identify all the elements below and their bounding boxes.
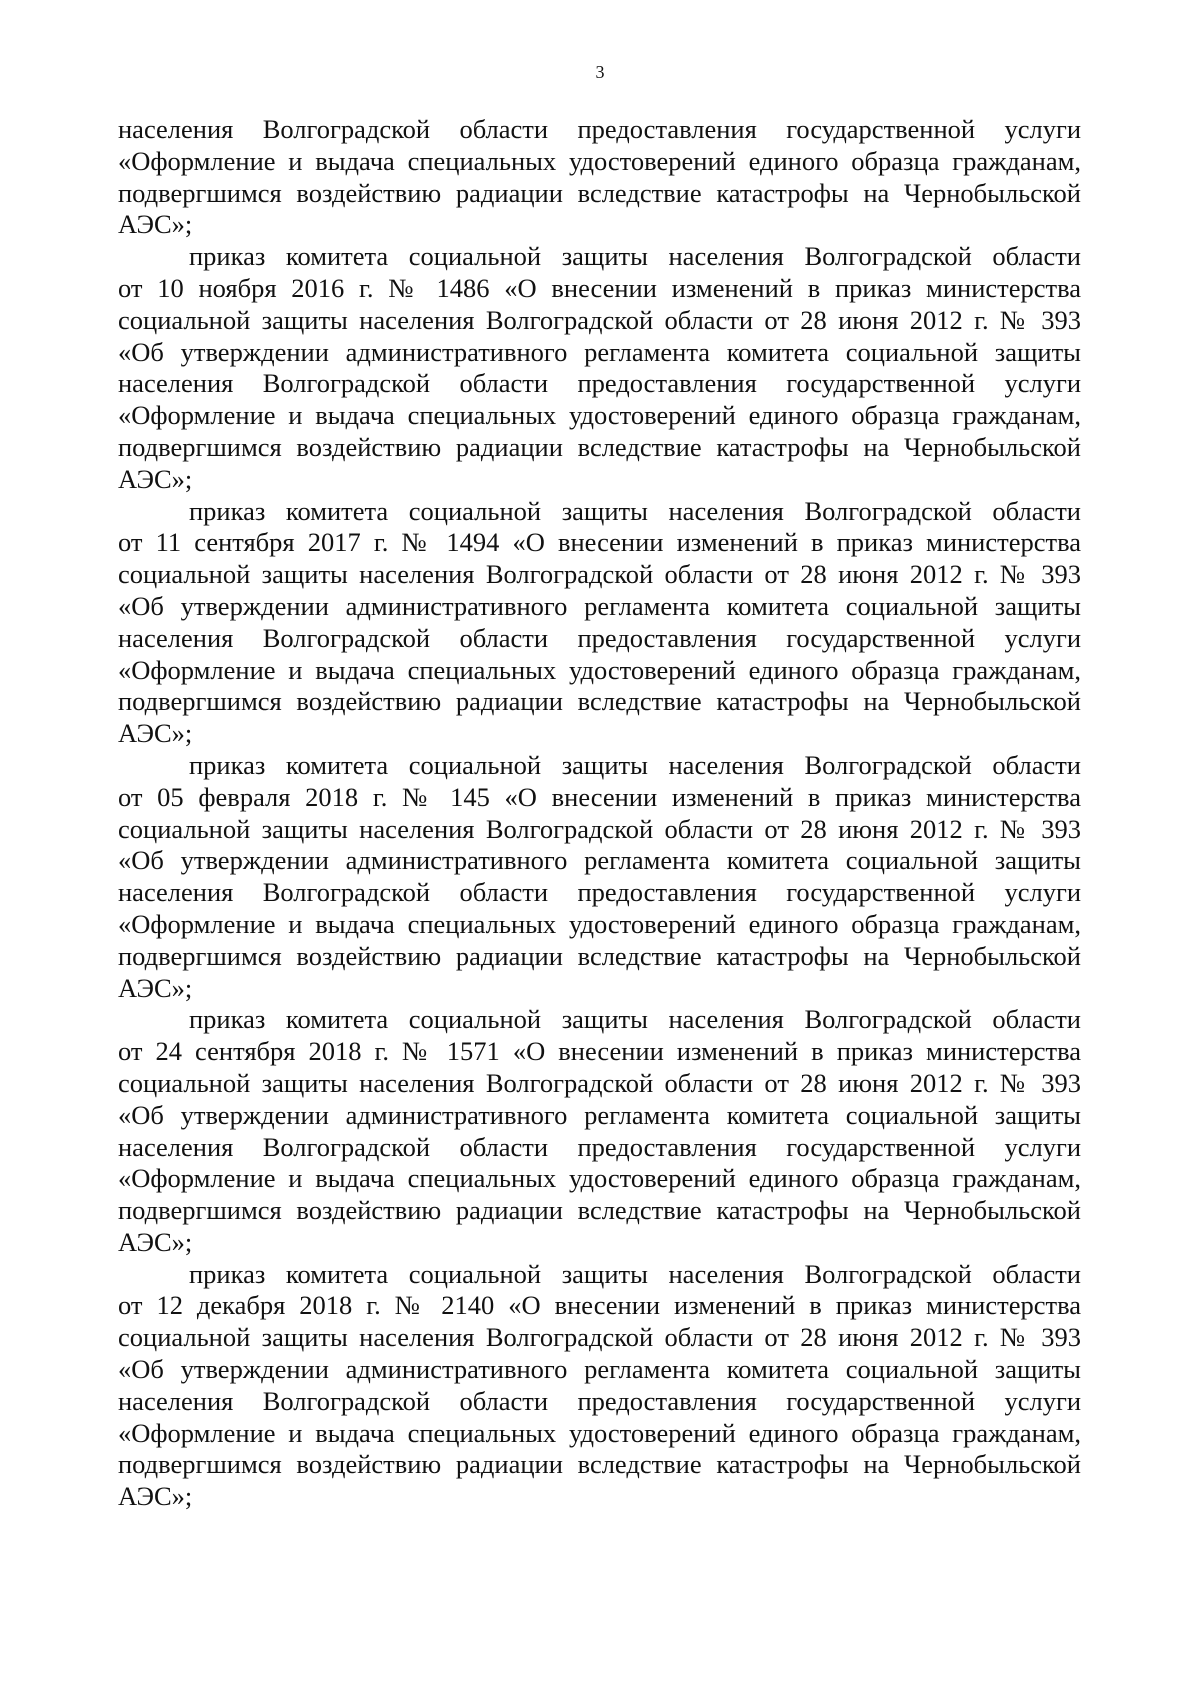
- text-line: подвергшимся воздействию радиации вследствие катастрофы на Чернобыльской: [118, 686, 1081, 717]
- text-line: «Оформление и выдача специальных удостоверений единого образца гражданам,: [118, 1417, 1081, 1448]
- text-line: «Оформление и выдача специальных удостоверений единого образца гражданам,: [118, 908, 1081, 939]
- text-line: подвергшимся воздействию радиации вследствие катастрофы на Чернобыльской: [118, 1195, 1081, 1226]
- text-line: приказ комитета социальной защиты населения Волгоградской области: [189, 495, 1081, 526]
- text-line: населения Волгоградской области предоставления государственной услуги: [118, 1385, 1081, 1416]
- order-paragraph: [118, 1004, 1081, 1258]
- order-paragraph: [118, 496, 1081, 750]
- text-line: АЭС»;: [118, 972, 193, 1003]
- order-paragraph: [118, 241, 1081, 495]
- text-line: от 05 февраля 2018 г. № 145 «О внесении изменений в приказ министерства: [118, 781, 1081, 812]
- text-line: приказ комитета социальной защиты населения Волгоградской области: [189, 749, 1081, 780]
- text-line: подвергшимся воздействию радиации вследствие катастрофы на Чернобыльской: [118, 1449, 1081, 1480]
- text-line: от 10 ноября 2016 г. № 1486 «О внесении изменений в приказ министерства: [118, 272, 1081, 303]
- text-line: подвергшимся воздействию радиации вследствие катастрофы на Чернобыльской: [118, 940, 1081, 971]
- text-line: населения Волгоградской области предоставления государственной услуги: [118, 368, 1081, 399]
- text-line: населения Волгоградской области предоставления государственной услуги: [118, 877, 1081, 908]
- order-paragraph: [118, 1259, 1081, 1513]
- text-line: подвергшимся воздействию радиации вследствие катастрофы на Чернобыльской: [118, 177, 1081, 208]
- text-line: «Оформление и выдача специальных удостоверений единого образца гражданам,: [118, 400, 1081, 431]
- text-line: приказ комитета социальной защиты населения Волгоградской области: [189, 241, 1081, 272]
- text-line: социальной защиты населения Волгоградской области от 28 июня 2012 г. № 393: [118, 304, 1081, 335]
- text-line: населения Волгоградской области предоставления государственной услуги: [118, 114, 1081, 144]
- text-line: приказ комитета социальной защиты населения Волгоградской области: [189, 1004, 1081, 1035]
- page-number: 3: [595, 62, 605, 82]
- intro-paragraph: [118, 114, 1081, 241]
- order-paragraph: [118, 750, 1081, 1004]
- text-line: «Об утверждении административного регламента комитета социальной защиты: [118, 590, 1081, 621]
- text-line: приказ комитета социальной защиты населения Волгоградской области: [189, 1258, 1081, 1289]
- text-line: населения Волгоградской области предоставления государственной услуги: [118, 1131, 1081, 1162]
- text-line: от 24 сентября 2018 г. № 1571 «О внесении изменений в приказ министерства: [118, 1036, 1081, 1067]
- text-line: социальной защиты населения Волгоградской области от 28 июня 2012 г. № 393: [118, 559, 1081, 590]
- text-line: «Об утверждении административного регламента комитета социальной защиты: [118, 1354, 1081, 1385]
- text-line: «Оформление и выдача специальных удостоверений единого образца гражданам,: [118, 654, 1081, 685]
- text-line: социальной защиты населения Волгоградской области от 28 июня 2012 г. № 393: [118, 1067, 1081, 1098]
- text-line: населения Волгоградской области предоставления государственной услуги: [118, 622, 1081, 653]
- text-line: АЭС»;: [118, 209, 193, 240]
- text-line: АЭС»;: [118, 463, 193, 494]
- text-line: АЭС»;: [118, 1481, 193, 1512]
- text-line: АЭС»;: [118, 1226, 193, 1257]
- text-line: от 12 декабря 2018 г. № 2140 «О внесении изменений в приказ министерства: [118, 1290, 1081, 1321]
- text-line: подвергшимся воздействию радиации вследствие катастрофы на Чернобыльской: [118, 431, 1081, 462]
- text-line: АЭС»;: [118, 718, 193, 749]
- document-body: [118, 114, 1081, 1513]
- text-line: социальной защиты населения Волгоградской области от 28 июня 2012 г. № 393: [118, 813, 1081, 844]
- text-line: от 11 сентября 2017 г. № 1494 «О внесении изменений в приказ министерства: [118, 527, 1081, 558]
- text-line: социальной защиты населения Волгоградской области от 28 июня 2012 г. № 393: [118, 1322, 1081, 1353]
- text-line: «Оформление и выдача специальных удостоверений единого образца гражданам,: [118, 145, 1081, 176]
- text-line: «Оформление и выдача специальных удостоверений единого образца гражданам,: [118, 1163, 1081, 1194]
- text-line: «Об утверждении административного регламента комитета социальной защиты: [118, 336, 1081, 367]
- text-line: «Об утверждении административного регламента комитета социальной защиты: [118, 845, 1081, 876]
- text-line: «Об утверждении административного регламента комитета социальной защиты: [118, 1099, 1081, 1130]
